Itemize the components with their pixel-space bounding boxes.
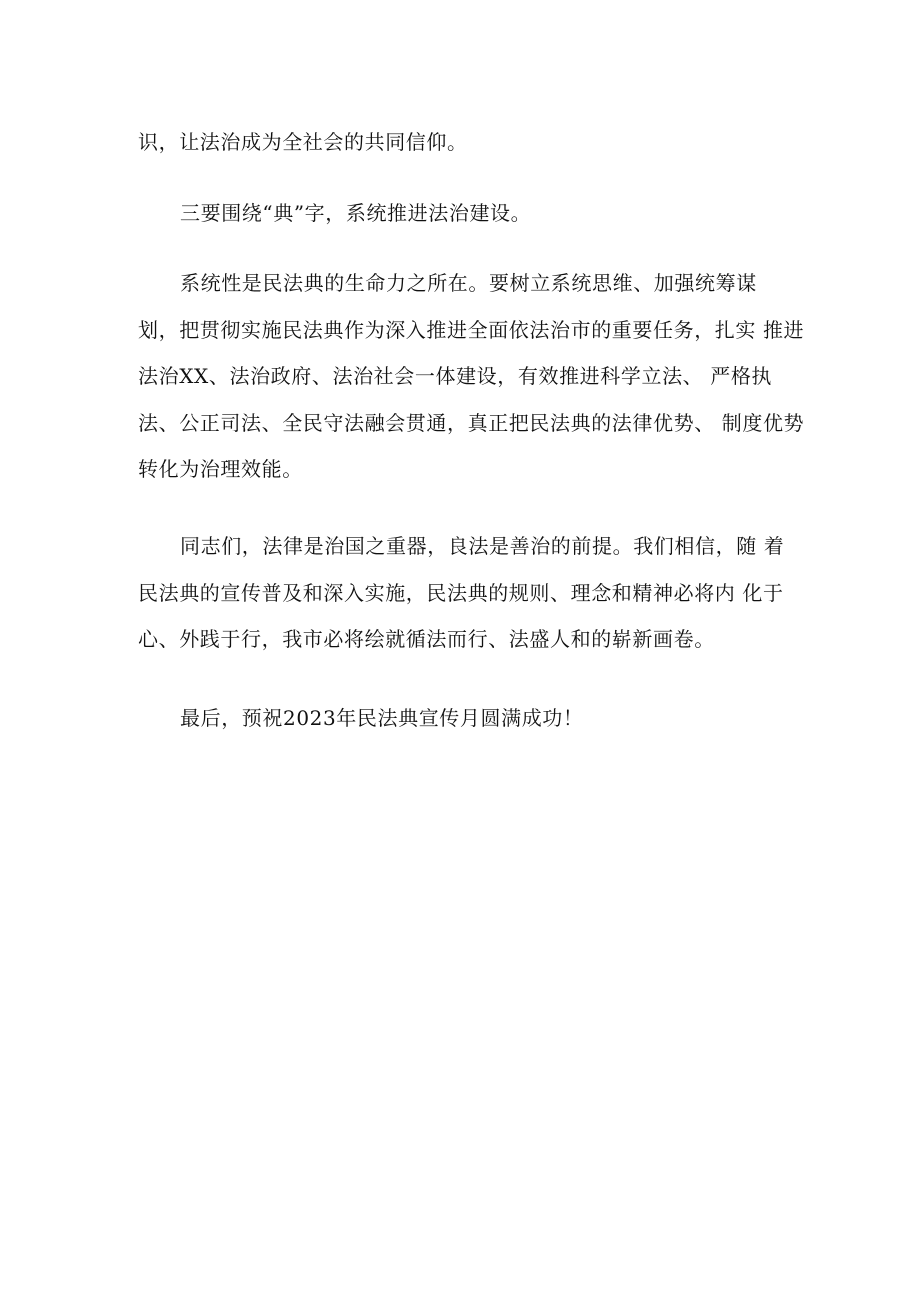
paragraph-line: 划，把贯彻实施民法典作为深入推进全面依法治市的重要任务，扎实 推进 bbox=[138, 318, 805, 342]
paragraph-line: 最后，预祝2023年民法典宣传月圆满成功！ bbox=[180, 706, 584, 730]
paragraph-line: 法、公正司法、全民守法融会贯通，真正把民法典的法律优势、 制度优势 bbox=[138, 411, 805, 435]
paragraph-line: 法治XX、法治政府、法治社会一体建设，有效推进科学立法、 严格执 bbox=[138, 364, 773, 388]
paragraph-line: 系统性是民法典的生命力之所在。要树立系统思维、加强统筹谋 bbox=[180, 271, 757, 295]
paragraph-line: 心、外践于行，我市必将绘就循法而行、法盛人和的崭新画卷。 bbox=[138, 627, 715, 651]
paragraph-line: 识，让法治成为全社会的共同信仰。 bbox=[138, 130, 468, 154]
paragraph-line: 同志们，法律是治国之重器，良法是善治的前提。我们相信，随 着 bbox=[180, 534, 785, 558]
paragraph-line: 三要围绕“典”字，系统推进法治建设。 bbox=[180, 201, 532, 225]
paragraph-line: 民法典的宣传普及和深入实施，民法典的规则、理念和精神必将内 化于 bbox=[138, 581, 784, 605]
paragraph-line: 转化为治理效能。 bbox=[138, 457, 303, 481]
